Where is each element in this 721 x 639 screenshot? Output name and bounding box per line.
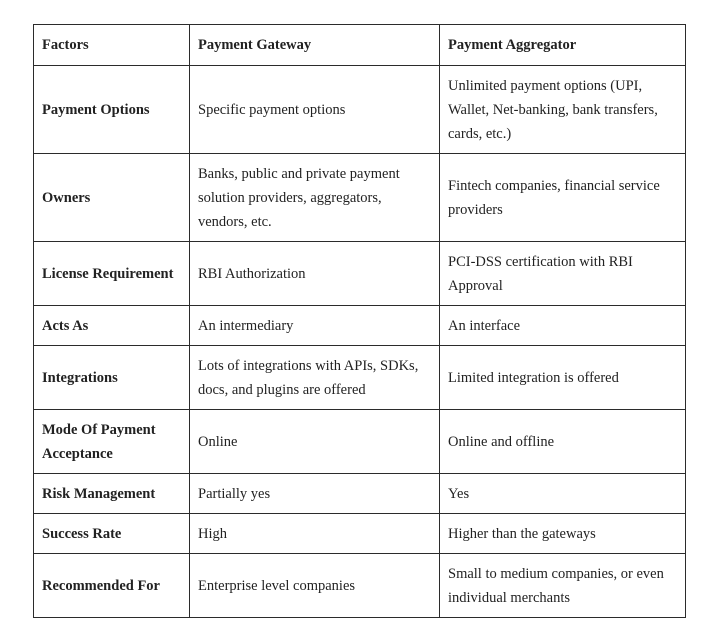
gateway-cell: Lots of integrations with APIs, SDKs, docs, and plugins are offered	[190, 346, 440, 410]
aggregator-cell: Limited integration is offered	[440, 346, 686, 410]
table-row	[34, 306, 686, 346]
aggregator-cell: Online and offline	[440, 410, 686, 474]
factor-cell: Mode Of Payment Acceptance	[34, 410, 190, 474]
factor-cell: Risk Management	[34, 474, 190, 514]
factor-cell: License Requirement	[34, 242, 190, 306]
gateway-cell: High	[190, 514, 440, 554]
gateway-cell: Online	[190, 410, 440, 474]
table-row	[34, 242, 686, 306]
table-header-row	[34, 25, 686, 66]
aggregator-cell: Small to medium companies, or even individual merchants	[440, 554, 686, 618]
comparison-table-container	[33, 24, 685, 618]
factor-cell: Integrations	[34, 346, 190, 410]
aggregator-cell: Fintech companies, financial service providers	[440, 154, 686, 242]
aggregator-cell: An interface	[440, 306, 686, 346]
table-row	[34, 554, 686, 618]
comparison-table	[33, 24, 686, 618]
factor-cell: Payment Options	[34, 66, 190, 154]
gateway-cell: An intermediary	[190, 306, 440, 346]
gateway-cell: Banks, public and private payment solution providers, aggregators, vendors, etc.	[190, 154, 440, 242]
table-row	[34, 66, 686, 154]
gateway-cell: Enterprise level companies	[190, 554, 440, 618]
header-payment-gateway: Payment Gateway	[190, 25, 440, 66]
table-row	[34, 514, 686, 554]
header-factors: Factors	[34, 25, 190, 66]
factor-cell: Owners	[34, 154, 190, 242]
aggregator-cell: Unlimited payment options (UPI, Wallet, Net-banking, bank transfers, cards, etc.)	[440, 66, 686, 154]
table-row	[34, 346, 686, 410]
table-row	[34, 474, 686, 514]
gateway-cell: RBI Authorization	[190, 242, 440, 306]
table-row	[34, 154, 686, 242]
factor-cell: Recommended For	[34, 554, 190, 618]
gateway-cell: Partially yes	[190, 474, 440, 514]
factor-cell: Acts As	[34, 306, 190, 346]
aggregator-cell: Yes	[440, 474, 686, 514]
table-row	[34, 410, 686, 474]
header-payment-aggregator: Payment Aggregator	[440, 25, 686, 66]
gateway-cell: Specific payment options	[190, 66, 440, 154]
aggregator-cell: PCI-DSS certification with RBI Approval	[440, 242, 686, 306]
aggregator-cell: Higher than the gateways	[440, 514, 686, 554]
factor-cell: Success Rate	[34, 514, 190, 554]
